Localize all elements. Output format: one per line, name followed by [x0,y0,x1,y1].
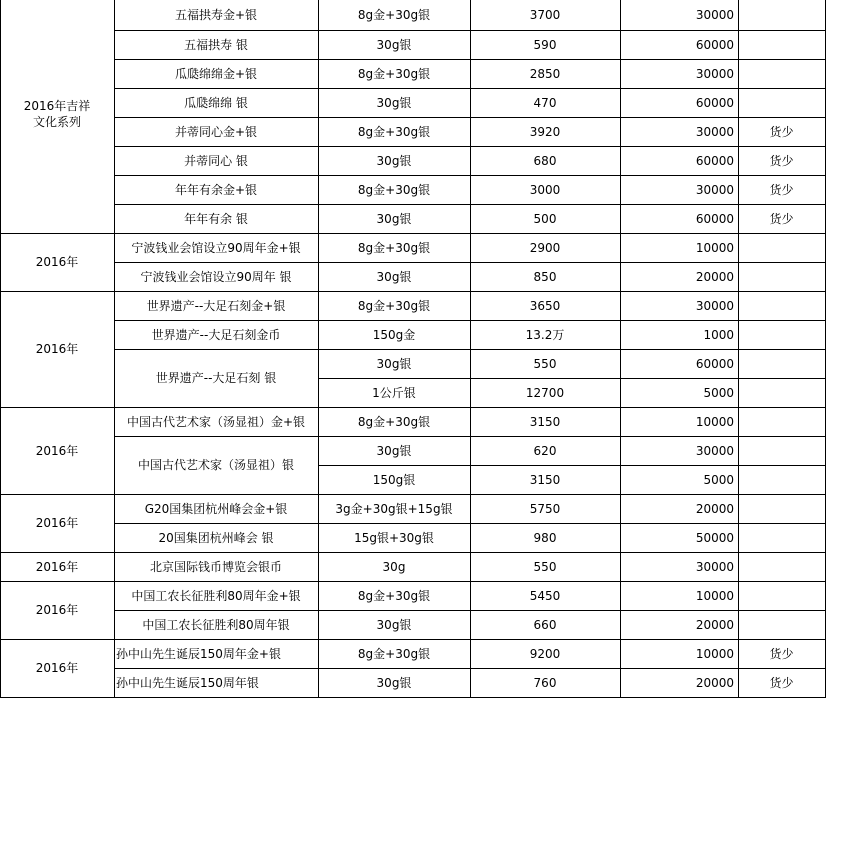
note-cell[interactable] [738,378,825,407]
note-cell[interactable] [738,262,825,291]
mintage-cell[interactable]: 60000 [695,37,734,52]
coin-name-cell[interactable]: 世界遗产--大足石刻金币 [151,327,281,342]
mintage-cell[interactable]: 30000 [695,559,734,574]
price-cell[interactable]: 590 [533,37,557,52]
grid-line [114,320,826,321]
price-cell[interactable]: 3700 [529,8,561,22]
mintage-cell[interactable]: 60000 [695,211,734,226]
spec-cell[interactable]: 30g银 [376,617,412,632]
group-year-cell[interactable]: 2016年 [35,443,79,458]
note-cell[interactable]: 货少 [769,211,794,226]
mintage-cell[interactable]: 60000 [695,356,734,371]
spec-cell[interactable]: 1公斤银 [372,385,416,400]
grid-line [114,59,826,60]
mintage-cell[interactable]: 20000 [695,675,734,690]
spec-cell[interactable]: 30g银 [376,37,412,52]
coin-name-cell[interactable]: 20国集团杭州峰会 银 [158,530,274,545]
mintage-cell[interactable]: 30000 [695,443,734,458]
note-cell[interactable] [738,59,825,88]
coin-name-cell[interactable]: 北京国际钱币博览会银币 [149,559,282,574]
note-cell[interactable] [738,349,825,378]
spec-cell[interactable]: 8g金+30g银 [357,240,431,255]
spec-cell[interactable]: 30g银 [376,95,412,110]
grid-line [114,349,826,350]
mintage-cell[interactable]: 60000 [695,95,734,110]
price-cell[interactable]: 3650 [529,298,561,313]
mintage-cell[interactable]: 1000 [703,327,734,342]
note-cell[interactable] [738,610,825,639]
price-cell[interactable]: 9200 [529,646,561,661]
spec-cell[interactable]: 8g金+30g银 [357,646,431,661]
spec-cell[interactable]: 30g银 [376,269,412,284]
coin-name-cell[interactable]: 孙中山先生诞辰150周年金+银 [116,646,281,661]
mintage-cell[interactable]: 10000 [695,414,734,429]
price-cell[interactable]: 550 [533,559,557,574]
mintage-cell[interactable]: 20000 [695,269,734,284]
note-cell[interactable]: 货少 [769,675,794,690]
price-cell[interactable]: 850 [533,269,557,284]
price-cell[interactable]: 12700 [525,385,565,400]
grid-line [0,581,826,582]
mintage-cell[interactable]: 60000 [695,153,734,168]
note-cell[interactable]: 货少 [769,153,794,168]
price-cell[interactable]: 980 [533,530,557,545]
note-cell[interactable] [738,523,825,552]
grid-line [114,523,826,524]
spec-cell[interactable]: 15g银+30g银 [354,530,434,545]
coin-name-cell[interactable]: 中国工农长征胜利80周年银 [142,617,290,632]
price-cell[interactable]: 550 [533,356,557,371]
coin-name-cell[interactable]: 中国古代艺术家（汤显祖）银 [137,458,294,472]
spec-cell[interactable]: 30g银 [376,356,412,371]
mintage-cell[interactable]: 30000 [695,298,734,313]
coin-name-cell[interactable]: 宁波钱业会馆设立90周年 银 [140,269,292,284]
price-cell[interactable]: 5450 [529,588,561,603]
spec-cell[interactable]: 30g银 [376,443,412,458]
note-cell[interactable] [738,233,825,262]
mintage-cell[interactable]: 5000 [703,385,734,400]
coin-name-cell[interactable]: 年年有余金+银 [174,182,258,197]
coin-name-cell[interactable]: 瓜瓞绵绵 银 [184,95,248,110]
mintage-cell[interactable]: 30000 [695,8,734,22]
group-year-cell[interactable]: 2016年吉祥 文化系列 [23,99,91,129]
grid-line [114,262,826,263]
coin-name-cell[interactable]: 宁波钱业会馆设立90周年金+银 [131,240,301,255]
spec-cell[interactable]: 8g金+30g银 [357,124,431,139]
price-cell[interactable]: 5750 [529,501,561,516]
grid-line [318,465,826,466]
group-year-cell[interactable]: 2016年 [35,603,79,617]
price-cell[interactable]: 500 [533,211,557,226]
grid-line [0,639,826,640]
spec-cell[interactable]: 8g金+30g银 [357,182,431,197]
mintage-cell[interactable]: 10000 [695,646,734,661]
price-cell[interactable]: 760 [533,675,557,690]
grid-line [114,204,826,205]
spec-cell[interactable]: 150g银 [372,472,416,487]
grid-line [114,88,826,89]
price-cell[interactable]: 2900 [529,240,561,255]
mintage-cell[interactable]: 30000 [695,66,734,81]
spec-cell[interactable]: 30g银 [376,675,412,690]
coin-name-cell[interactable]: 中国工农长征胜利80周年金+银 [131,588,301,603]
spec-cell[interactable]: 30g银 [376,211,412,226]
mintage-cell[interactable]: 20000 [695,617,734,632]
group-year-cell[interactable]: 2016年 [35,661,79,675]
group-year-cell[interactable]: 2016年 [35,516,79,530]
price-cell[interactable]: 3000 [529,182,561,197]
note-cell[interactable] [738,88,825,117]
coin-name-cell[interactable]: 瓜瓞绵绵金+银 [174,66,258,81]
spec-cell[interactable]: 3g金+30g银+15g银 [335,501,453,516]
mintage-cell[interactable]: 20000 [695,501,734,516]
grid-line [0,552,826,553]
spec-cell[interactable]: 8g金+30g银 [357,414,431,429]
note-cell[interactable]: 货少 [769,124,794,139]
coin-name-cell[interactable]: 五福拱寿金+银 [174,8,258,22]
grid-line [0,0,1,698]
note-cell[interactable]: 货少 [769,182,794,197]
coin-name-cell[interactable]: 并蒂同心 银 [184,153,248,168]
grid-line [0,291,826,292]
note-cell[interactable] [738,465,825,494]
note-cell[interactable] [738,291,825,320]
price-cell[interactable]: 3920 [529,124,561,139]
grid-line [114,30,826,31]
price-cell[interactable]: 660 [533,617,557,632]
price-cell[interactable]: 3150 [529,414,561,429]
grid-line [114,146,826,147]
spec-cell[interactable]: 30g银 [376,153,412,168]
mintage-cell[interactable]: 30000 [695,124,734,139]
spec-cell[interactable]: 8g金+30g银 [357,66,431,81]
mintage-cell[interactable]: 10000 [695,588,734,603]
price-cell[interactable]: 13.2万 [525,327,565,342]
note-cell[interactable] [738,320,825,349]
grid-line [0,233,826,234]
spec-cell[interactable]: 150g金 [372,327,416,342]
group-year-cell[interactable]: 2016年 [35,342,79,356]
note-cell[interactable]: 货少 [769,646,794,661]
spec-cell[interactable]: 8g金+30g银 [357,298,431,313]
coin-name-cell[interactable]: 世界遗产--大足石刻金+银 [146,298,286,313]
coin-name-cell[interactable]: 五福拱寿 银 [184,37,248,52]
price-cell[interactable]: 470 [533,95,557,110]
mintage-cell[interactable]: 10000 [695,240,734,255]
note-cell[interactable] [738,436,825,465]
grid-line [114,668,826,669]
grid-line [114,175,826,176]
grid-line [114,436,826,437]
price-cell[interactable]: 2850 [529,66,561,81]
group-year-cell[interactable]: 2016年 [35,559,79,574]
group-year-cell[interactable]: 2016年 [35,255,79,269]
note-cell[interactable] [738,0,825,30]
note-cell[interactable] [738,407,825,436]
grid-line [0,494,826,495]
price-cell[interactable]: 680 [533,153,557,168]
price-cell[interactable]: 3150 [529,472,561,487]
grid-line [318,378,826,379]
price-cell[interactable]: 620 [533,443,557,458]
grid-line [114,117,826,118]
coin-name-cell[interactable]: 并蒂同心金+银 [174,124,258,139]
spec-cell[interactable]: 8g金+30g银 [357,588,431,603]
mintage-cell[interactable]: 30000 [695,182,734,197]
grid-line [0,407,826,408]
coin-name-cell[interactable]: 中国古代艺术家（汤显祖）金+银 [126,414,306,429]
spec-cell[interactable]: 8g金+30g银 [357,8,431,22]
grid-line [0,697,826,698]
mintage-cell[interactable]: 5000 [703,472,734,487]
mintage-cell[interactable]: 50000 [695,530,734,545]
note-cell[interactable] [738,552,825,581]
note-cell[interactable] [738,581,825,610]
note-cell[interactable] [738,494,825,523]
coin-name-cell[interactable]: 年年有余 银 [184,211,248,226]
note-cell[interactable] [738,30,825,59]
grid-line [114,610,826,611]
coin-name-cell[interactable]: 孙中山先生诞辰150周年银 [116,675,259,690]
spec-cell[interactable]: 30g [382,559,406,574]
coin-name-cell[interactable]: G20国集团杭州峰会金+银 [144,501,288,516]
coin-name-cell[interactable]: 世界遗产--大足石刻 银 [155,371,277,385]
